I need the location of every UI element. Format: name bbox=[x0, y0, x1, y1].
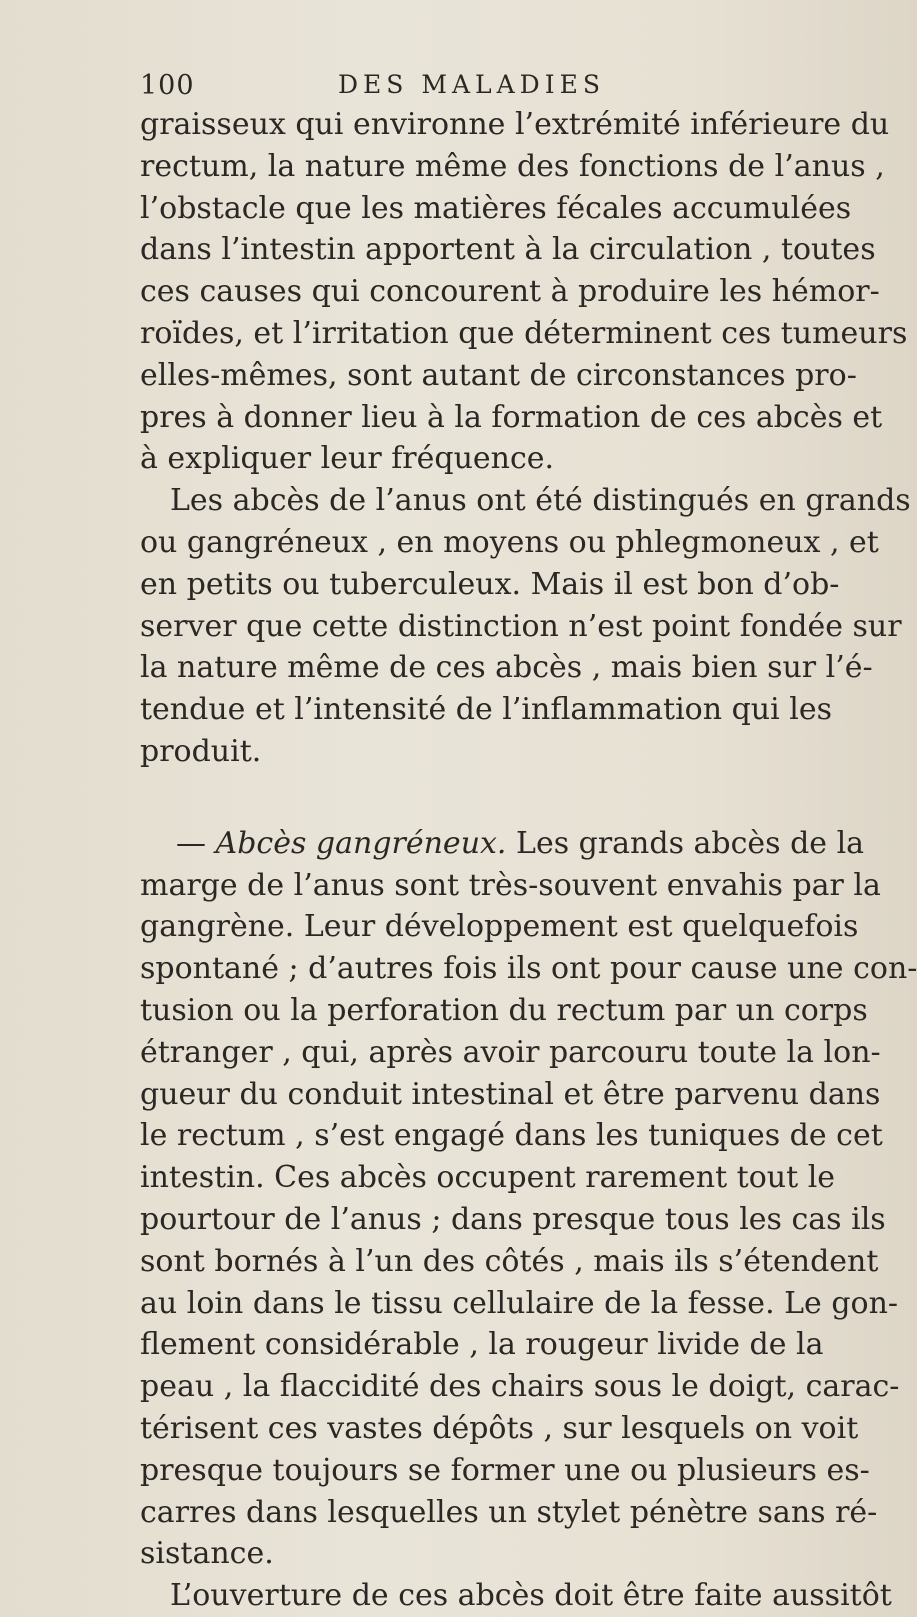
body-text bbox=[140, 104, 917, 1617]
text-line: Les abcès de l’anus ont été distingués en grands bbox=[170, 483, 911, 519]
text-line: rectum, la nature même des fonctions de l’anus , bbox=[140, 148, 885, 184]
text-line: en petits ou tuberculeux. Mais il est bon d’ob- bbox=[140, 566, 840, 602]
text-line: intestin. Ces abcès occupent rarement tout le bbox=[140, 1160, 836, 1196]
text-line: roïdes, et l’irritation que déterminent ces tumeurs bbox=[140, 315, 908, 351]
text-line: au loin dans le tissu cellulaire de la fesse. Le gon- bbox=[140, 1285, 899, 1321]
paragraph-4 bbox=[140, 1575, 892, 1617]
text-line: spontané ; d’autres fois ils ont pour cause une con- bbox=[140, 951, 917, 987]
text-line: graisseux qui environne l’extrémité inférieure du bbox=[140, 107, 890, 142]
text-line: elles-mêmes, sont autant de circonstances pro- bbox=[140, 357, 857, 393]
text-line: gueur du conduit intestinal et être parvenu dans bbox=[140, 1076, 881, 1112]
text-line: marge de l’anus sont très-souvent envahis par la bbox=[140, 867, 881, 903]
text-line: peau , la flaccidité des chairs sous le doigt, carac- bbox=[140, 1369, 900, 1405]
text-line: dans l’intestin apportent à la circulation , toutes bbox=[140, 232, 876, 268]
text-line: la nature même de ces abcès , mais bien sur l’é- bbox=[140, 650, 873, 686]
text-line: server que cette distinction n’est point fondée sur bbox=[140, 608, 902, 644]
text-line: produit. bbox=[140, 733, 262, 769]
page-number: 100 bbox=[140, 70, 195, 101]
section-heading-line bbox=[140, 823, 865, 865]
text-line: ou gangréneux , en moyens ou phlegmoneux , et bbox=[140, 524, 879, 560]
text-line: l’obstacle que les matières fécales accumulées bbox=[140, 190, 852, 226]
text-line: pourtour de l’anus ; dans presque tous les cas ils bbox=[140, 1201, 886, 1237]
running-title: DES MALADIES bbox=[338, 70, 605, 99]
text-line: térisent ces vastes dépôts , sur lesquels on voit bbox=[140, 1410, 859, 1446]
text-line: à expliquer leur fréquence. bbox=[140, 441, 555, 477]
text-line: flement considérable , la rougeur livide de la bbox=[140, 1327, 824, 1363]
section-heading: Abcès gangréneux. bbox=[215, 825, 507, 861]
text-line: pres à donner lieu à la formation de ces abcès et bbox=[140, 399, 883, 435]
text-line: sistance. bbox=[140, 1536, 274, 1572]
text-line: ces causes qui concourent à produire les hémor- bbox=[140, 274, 880, 310]
paragraph-gap bbox=[140, 773, 766, 823]
paragraph-2 bbox=[140, 480, 911, 773]
text-line: sont bornés à l’un des côtés , mais ils s’étendent bbox=[140, 1243, 879, 1279]
text-line: carres dans lesquelles un stylet pénètre sans ré- bbox=[140, 1494, 878, 1530]
text-line: tendue et l’intensité de l’inflammation qui les bbox=[140, 692, 832, 728]
paragraph-1 bbox=[140, 104, 908, 480]
running-head bbox=[140, 70, 740, 106]
section-dash: — bbox=[176, 825, 206, 861]
text-line: L’ouverture de ces abcès doit être faite aussitôt bbox=[170, 1578, 892, 1614]
text-line: étranger , qui, après avoir parcouru toute la lon- bbox=[140, 1034, 881, 1070]
text-line: tusion ou la perforation du rectum par un corps bbox=[140, 992, 868, 1028]
paragraph-3 bbox=[140, 823, 917, 1575]
text-line: presque toujours se former une ou plusieurs es- bbox=[140, 1452, 870, 1488]
text-line: le rectum , s’est engagé dans les tuniques de cet bbox=[140, 1118, 883, 1154]
section-first-line: Les grands abcès de la bbox=[516, 825, 865, 861]
text-line: gangrène. Leur développement est quelquefois bbox=[140, 909, 859, 945]
